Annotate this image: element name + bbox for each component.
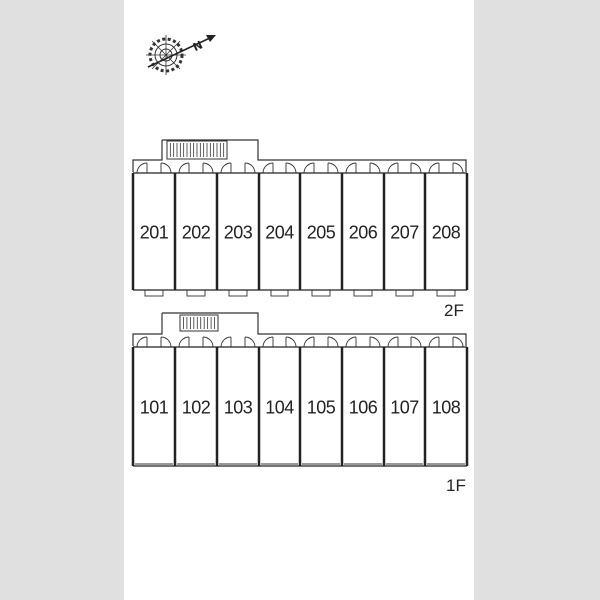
balcony [396,290,413,296]
unit-number-label: 105 [306,397,336,418]
door-swing-icon [263,337,273,347]
stairs-1f [180,315,218,331]
unit-number-label: 103 [223,397,253,418]
compass-rose-icon [146,35,216,75]
door-swing-icon [137,337,147,347]
floor-label-1f: 1F [446,476,466,495]
door-swing-icon [161,163,171,173]
unit-number-label: 102 [181,397,211,418]
balcony [437,290,455,296]
door-swing-icon [203,337,213,347]
unit-number-label: 205 [306,222,336,243]
balcony [354,290,372,296]
unit-number-label: 108 [431,397,461,418]
door-swing-icon [286,337,296,347]
door-swing-icon [203,163,213,173]
floor-label-2f: 2F [444,301,464,320]
door-swing-icon [388,337,398,347]
floor-1f-block [133,313,467,495]
door-swing-icon [245,337,255,347]
door-swing-icon [304,337,314,347]
unit-number-label: 104 [265,397,294,418]
unit-number-label: 106 [348,397,378,418]
unit-number-label: 202 [181,222,211,243]
door-swing-icon [221,163,231,173]
door-swing-icon [286,163,296,173]
door-swing-icon [221,337,231,347]
door-swing-icon [346,337,356,347]
door-swing-icon [411,163,421,173]
balcony [145,290,163,296]
door-swing-icon [304,163,314,173]
door-swing-icon [179,163,189,173]
door-swing-icon [263,163,273,173]
unit-number-label: 107 [390,397,419,418]
door-swing-icon [411,337,421,347]
door-swing-icon [137,163,147,173]
unit-number-label: 207 [390,222,419,243]
door-swing-icon [161,337,171,347]
unit-number-label: 101 [139,397,169,418]
balcony [229,290,247,296]
door-swing-icon [453,337,463,347]
door-swing-icon [370,163,380,173]
door-swing-icon [370,337,380,347]
door-swing-icon [429,163,439,173]
unit-number-label: 208 [431,222,461,243]
door-swing-icon [179,337,189,347]
door-swing-icon [328,163,338,173]
unit-number-label: 204 [265,222,294,243]
door-swing-icon [245,163,255,173]
door-swing-icon [453,163,463,173]
unit-number-label: 201 [139,222,169,243]
floor-2f-block [133,140,467,320]
unit-number-label: 203 [223,222,253,243]
door-swing-icon [328,337,338,347]
balcony [312,290,330,296]
door-swing-icon [388,163,398,173]
balcony [187,290,205,296]
door-swing-icon [429,337,439,347]
compass-north-label: N [190,38,205,55]
balcony [271,290,288,296]
unit-number-label: 206 [348,222,378,243]
door-swing-icon [346,163,356,173]
